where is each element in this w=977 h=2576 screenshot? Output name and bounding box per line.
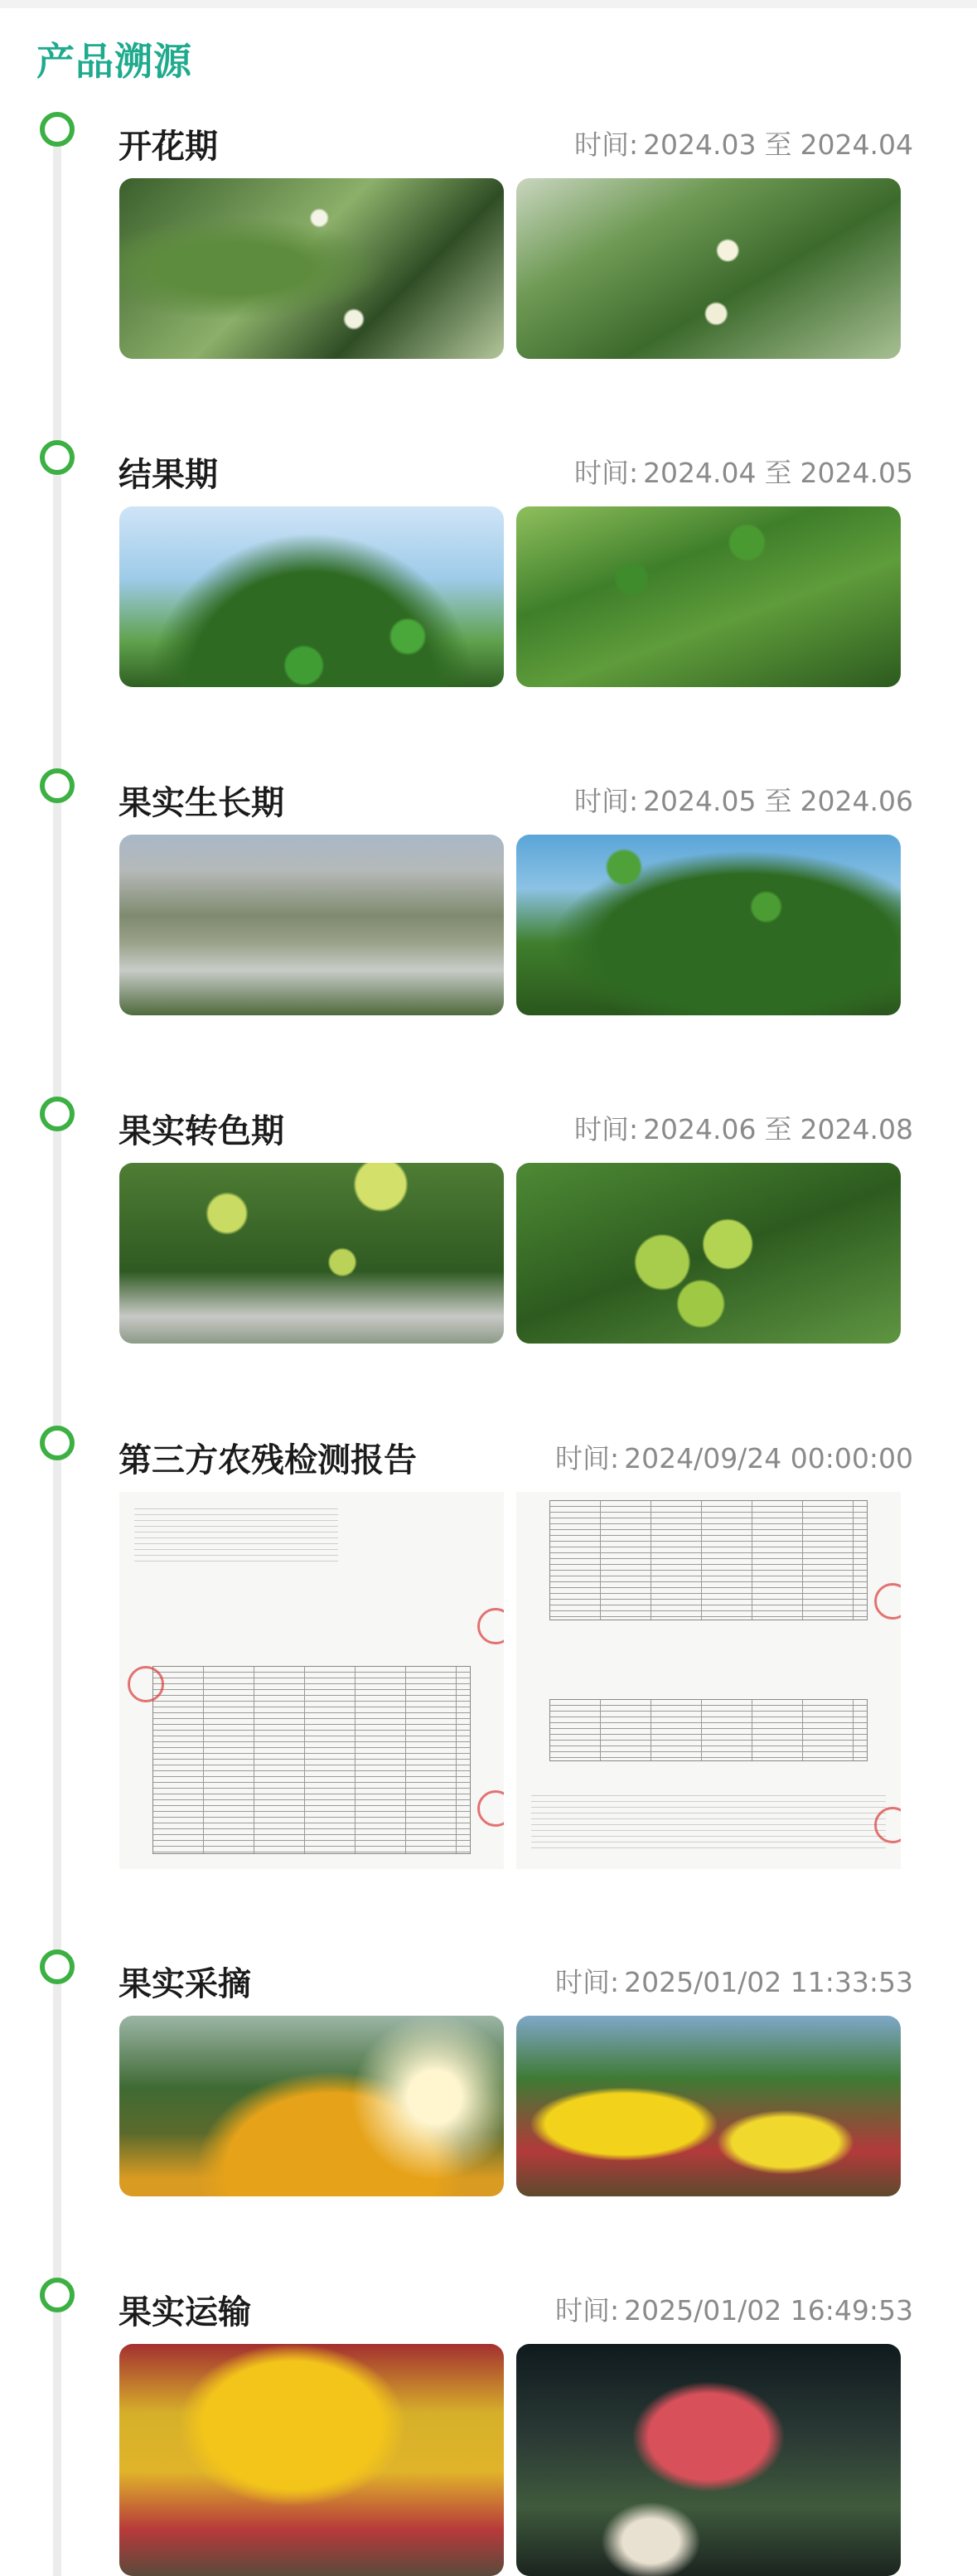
harvest-crates-photo[interactable] — [516, 2016, 901, 2196]
test-report-page1-photo[interactable] — [119, 1492, 504, 1869]
time-prefix: 时间: — [554, 1966, 620, 1998]
time-end: 2024.05 — [800, 457, 913, 489]
stage-time — [574, 123, 913, 162]
time-start: 2024.06 — [643, 1113, 757, 1145]
time-prefix: 时间: — [573, 785, 639, 817]
timeline-dot-icon — [40, 2278, 75, 2312]
stage-name: 果实运输 — [118, 2293, 251, 2331]
time-prefix: 时间: — [554, 2294, 620, 2327]
time-value: 2024/09/24 00:00:00 — [624, 1442, 913, 1474]
time-end: 2024.04 — [800, 128, 913, 161]
range-separator: 至 — [764, 457, 792, 489]
range-separator: 至 — [764, 785, 792, 817]
stage-time — [574, 452, 913, 491]
section-title: 产品溯源 — [36, 39, 192, 84]
time-value: 2025/01/02 11:33:53 — [624, 1966, 913, 1998]
stage-time — [555, 2289, 913, 2328]
time-value: 2025/01/02 16:49:53 — [624, 2294, 913, 2327]
time-end: 2024.08 — [800, 1113, 913, 1145]
timeline-dot-icon — [40, 1097, 75, 1131]
citrus-blossom-photo[interactable] — [119, 178, 504, 359]
timeline-stage-fruiting — [0, 440, 977, 714]
timeline-stage-flowering — [0, 112, 977, 385]
timeline-dot-icon — [40, 768, 75, 803]
stage-name: 第三方农残检测报告 — [118, 1441, 417, 1479]
ripening-fruit-closeup-photo[interactable] — [516, 1163, 901, 1344]
young-fruit-photo[interactable] — [119, 506, 504, 687]
citrus-blossom-closeup-photo[interactable] — [516, 178, 901, 359]
truck-loading-photo[interactable] — [119, 2344, 504, 2576]
stage-name: 开花期 — [118, 128, 218, 166]
timeline-dot-icon — [40, 440, 75, 475]
time-prefix: 时间: — [573, 128, 639, 161]
timeline-dot-icon — [40, 1949, 75, 1984]
harvest-workers-photo[interactable] — [119, 2016, 504, 2196]
top-strip — [0, 0, 977, 8]
range-separator: 至 — [764, 1113, 792, 1145]
time-end: 2024.06 — [800, 785, 913, 817]
orchard-landscape-photo[interactable] — [119, 835, 504, 1015]
stage-name: 果实生长期 — [118, 784, 284, 822]
stage-name: 结果期 — [118, 456, 218, 494]
time-start: 2024.04 — [643, 457, 757, 489]
time-prefix: 时间: — [573, 1113, 639, 1145]
timeline-stage-growth — [0, 768, 977, 1042]
stage-name: 果实采摘 — [118, 1965, 251, 2003]
time-prefix: 时间: — [554, 1442, 620, 1474]
time-start: 2024.03 — [643, 128, 757, 161]
timeline-stage-harvest — [0, 1949, 977, 2223]
stage-time — [574, 780, 913, 819]
time-prefix: 时间: — [573, 457, 639, 489]
timeline-stage-transport — [0, 2278, 977, 2551]
timeline-dot-icon — [40, 112, 75, 147]
test-report-page2-photo[interactable] — [516, 1492, 901, 1869]
timeline-stage-report — [0, 1426, 977, 1699]
timeline-stage-coloring — [0, 1097, 977, 1370]
stage-time — [555, 1961, 913, 2000]
orange-tree-photo[interactable] — [516, 835, 901, 1015]
truck-night-photo[interactable] — [516, 2344, 901, 2576]
stage-time — [555, 1437, 913, 1476]
stage-name: 果实转色期 — [118, 1112, 284, 1150]
timeline-dot-icon — [40, 1426, 75, 1460]
fruit-branches-photo[interactable] — [516, 506, 901, 687]
ripening-fruit-photo[interactable] — [119, 1163, 504, 1344]
stage-time — [574, 1108, 913, 1147]
time-start: 2024.05 — [643, 785, 757, 817]
range-separator: 至 — [764, 128, 792, 161]
